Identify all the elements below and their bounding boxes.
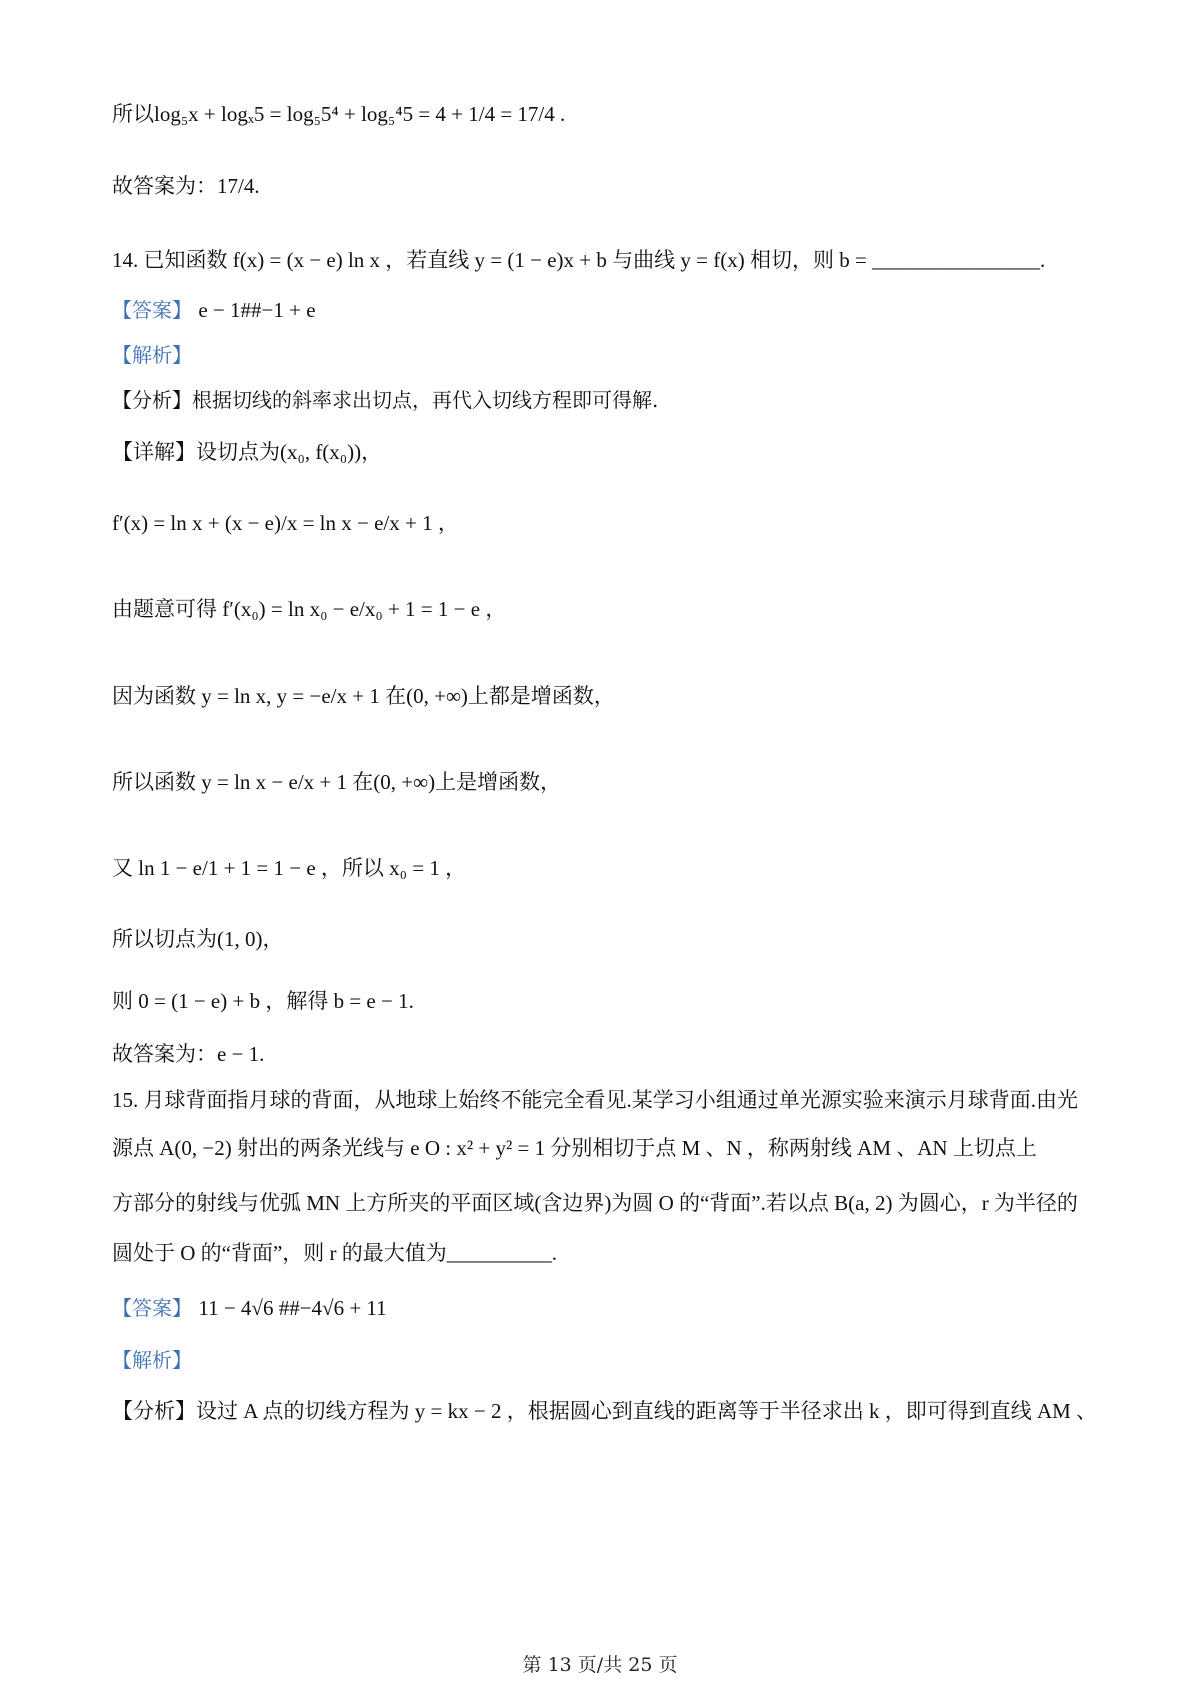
text-line: 所以log₅x + logₓ5 = log₅5⁴ + log₅⁴5 = 4 + 1/4 = 17/4 . — [112, 102, 566, 126]
text-line: 所以函数 y = ln x − e/x + 1 在(0, +∞)上是增函数， — [112, 770, 562, 794]
analysis-tag: 【解析】 — [112, 343, 192, 367]
question-15: 15. 月球背面指月球的背面，从地球上始终不能完全看见.某学习小组通过单光源实验来演示月球背面.由光 — [112, 1088, 1078, 1112]
answer-text: 11 − 4√6 ##−4√6 + 11 — [198, 1296, 387, 1320]
text-line: 故答案为：e − 1. — [112, 1042, 265, 1066]
text-line: 【分析】根据切线的斜率求出切点，再代入切线方程即可得解. — [112, 388, 659, 412]
answer-tag: 【答案】 — [112, 298, 192, 322]
page-footer: 第 13 页/共 25 页 — [522, 1654, 678, 1676]
text-line: 又 ln 1 − e/1 + 1 = 1 − e ，所以 x₀ = 1 ， — [112, 856, 467, 880]
text-line: 由题意可得 f′(x₀) = ln x₀ − e/x₀ + 1 = 1 − e ， — [112, 597, 507, 621]
answer-text: e − 1##−1 + e — [198, 298, 316, 322]
text-line: 【详解】设切点为(x₀, f(x₀))， — [112, 440, 383, 464]
text-line: 圆处于 O 的“背面”，则 r 的最大值为__________. — [112, 1241, 558, 1265]
text-line: 【分析】设过 A 点的切线方程为 y = kx − 2 ，根据圆心到直线的距离等于半径求出 k ，即可得到直线 AM 、 — [112, 1399, 1098, 1423]
question-14: 14. 已知函数 f(x) = (x − e) ln x ，若直线 y = (1 − e)x + b 与曲线 y = f(x) 相切，则 b = ________________. — [112, 248, 1046, 272]
analysis-line — [112, 339, 1110, 371]
text-line: 方部分的射线与优弧 MN 上方所夹的平面区域(含边界)为圆 O 的“背面”.若以点 B(a, 2) 为圆心，r 为半径的 — [112, 1191, 1078, 1215]
answer-line — [112, 294, 1110, 326]
text-line: 所以切点为(1, 0)， — [112, 927, 284, 951]
text-line: 则 0 = (1 − e) + b ，解得 b = e − 1. — [112, 989, 414, 1013]
text-line: 故答案为：17/4. — [112, 174, 260, 198]
analysis-tag: 【解析】 — [112, 1348, 192, 1372]
text-line: f′(x) = ln x + (x − e)/x = ln x − e/x + 1 ， — [112, 511, 459, 535]
analysis-line — [112, 1344, 1110, 1376]
answer-tag: 【答案】 — [112, 1296, 192, 1320]
text-line: 因为函数 y = ln x, y = −e/x + 1 在(0, +∞)上都是增函数， — [112, 684, 615, 708]
answer-line — [112, 1292, 1110, 1324]
text-line: 源点 A(0, −2) 射出的两条光线与 e O : x² + y² = 1 分别相切于点 M 、N ，称两射线 AM 、AN 上切点上 — [112, 1136, 1037, 1160]
